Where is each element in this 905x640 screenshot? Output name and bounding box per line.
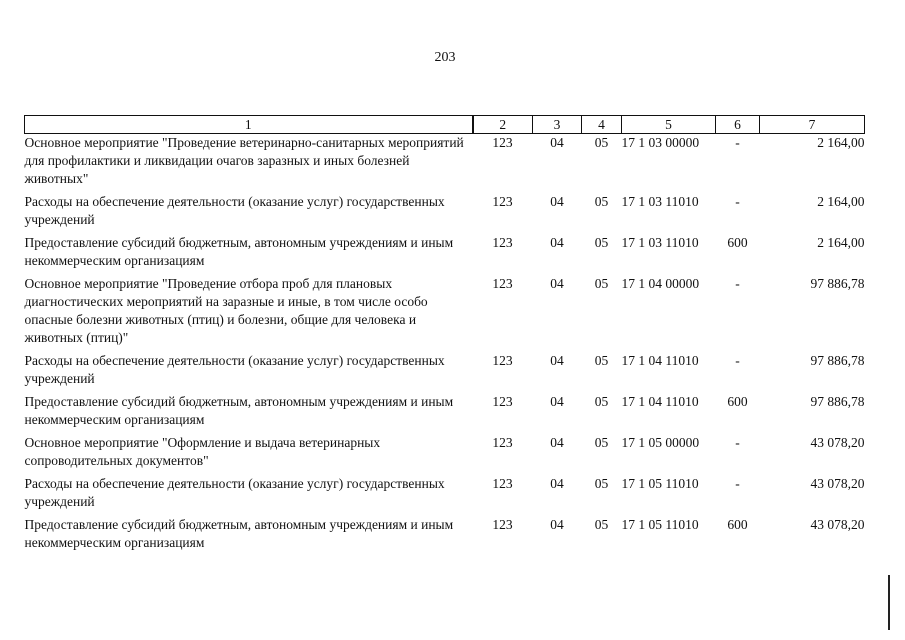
cell-code: 123 bbox=[492, 353, 513, 368]
cell-target-article: 17 1 04 00000 bbox=[621, 276, 700, 291]
cell-section: 04 bbox=[550, 276, 564, 291]
row-name: Основное мероприятие "Оформление и выдача ветеринарных сопроводительных документов" bbox=[24, 435, 381, 468]
table-row bbox=[25, 234, 865, 275]
cell-target-article: 17 1 05 11010 bbox=[621, 517, 699, 532]
column-header: 4 bbox=[582, 116, 622, 134]
column-header: 2 bbox=[473, 116, 533, 134]
page-number: 203 bbox=[434, 50, 456, 65]
table-row bbox=[25, 352, 865, 393]
cell-code: 123 bbox=[492, 135, 513, 150]
cell-code: 123 bbox=[492, 394, 513, 409]
cell-target-article: 17 1 04 11010 bbox=[621, 353, 699, 368]
row-name: Предоставление субсидий бюджетным, автономным учреждениям и иным некоммерческим организациям bbox=[24, 517, 454, 550]
cell-amount: 2 164,00 bbox=[817, 235, 865, 250]
cell-expense-type: - bbox=[735, 276, 740, 291]
row-name: Предоставление субсидий бюджетным, автономным учреждениям и иным некоммерческим организациям bbox=[24, 394, 454, 427]
margin-rule bbox=[888, 575, 890, 630]
cell-section: 04 bbox=[550, 353, 564, 368]
cell-code: 123 bbox=[492, 235, 513, 250]
cell-subsection: 05 bbox=[594, 135, 609, 150]
cell-section: 04 bbox=[550, 135, 564, 150]
column-header: 3 bbox=[533, 116, 582, 134]
cell-code: 123 bbox=[492, 194, 513, 209]
cell-amount: 2 164,00 bbox=[817, 194, 865, 209]
column-header: 6 bbox=[716, 116, 760, 134]
table-row bbox=[25, 393, 865, 434]
table-header-row bbox=[25, 116, 865, 134]
row-name: Основное мероприятие "Проведение ветеринарно-санитарных мероприятий для профилактики и ликвидации очагов заразных и иных болезней животных" bbox=[24, 135, 464, 186]
cell-target-article: 17 1 04 11010 bbox=[621, 394, 699, 409]
cell-expense-type: - bbox=[735, 135, 740, 150]
cell-expense-type: 600 bbox=[727, 235, 748, 250]
cell-expense-type: - bbox=[735, 353, 740, 368]
cell-target-article: 17 1 03 11010 bbox=[621, 235, 699, 250]
cell-amount: 97 886,78 bbox=[810, 394, 865, 409]
row-name: Предоставление субсидий бюджетным, автономным учреждениям и иным некоммерческим организациям bbox=[24, 235, 454, 268]
cell-subsection: 05 bbox=[594, 476, 609, 491]
row-name: Расходы на обеспечение деятельности (оказание услуг) государственных учреждений bbox=[24, 476, 445, 509]
cell-subsection: 05 bbox=[594, 435, 609, 450]
cell-subsection: 05 bbox=[594, 194, 609, 209]
cell-section: 04 bbox=[550, 517, 564, 532]
cell-expense-type: 600 bbox=[727, 517, 748, 532]
cell-amount: 43 078,20 bbox=[810, 517, 865, 532]
cell-amount: 97 886,78 bbox=[810, 276, 865, 291]
cell-subsection: 05 bbox=[594, 353, 609, 368]
table-row bbox=[25, 275, 865, 352]
cell-subsection: 05 bbox=[594, 276, 609, 291]
cell-section: 04 bbox=[550, 235, 564, 250]
row-name: Основное мероприятие "Проведение отбора проб для плановых диагностических мероприятий на заразные и иные, в том числе особо опасные болезни животных (птиц) и болезни, общие для человека и животных (птиц)" bbox=[24, 276, 428, 345]
cell-code: 123 bbox=[492, 435, 513, 450]
table-row bbox=[25, 193, 865, 234]
cell-amount: 97 886,78 bbox=[810, 353, 865, 368]
cell-subsection: 05 bbox=[594, 235, 609, 250]
cell-target-article: 17 1 05 00000 bbox=[621, 435, 700, 450]
cell-code: 123 bbox=[492, 517, 513, 532]
cell-amount: 43 078,20 bbox=[810, 476, 865, 491]
table-row bbox=[25, 516, 865, 553]
cell-section: 04 bbox=[550, 476, 564, 491]
cell-target-article: 17 1 05 11010 bbox=[621, 476, 699, 491]
row-name: Расходы на обеспечение деятельности (оказание услуг) государственных учреждений bbox=[24, 194, 445, 227]
cell-expense-type: - bbox=[735, 476, 740, 491]
cell-section: 04 bbox=[550, 394, 564, 409]
table-row bbox=[25, 475, 865, 516]
cell-amount: 2 164,00 bbox=[817, 135, 865, 150]
cell-section: 04 bbox=[550, 194, 564, 209]
row-name: Расходы на обеспечение деятельности (оказание услуг) государственных учреждений bbox=[24, 353, 445, 386]
cell-expense-type: 600 bbox=[727, 394, 748, 409]
column-header: 1 bbox=[25, 116, 473, 134]
cell-amount: 43 078,20 bbox=[810, 435, 865, 450]
cell-expense-type: - bbox=[735, 194, 740, 209]
table-row bbox=[25, 134, 865, 194]
cell-target-article: 17 1 03 11010 bbox=[621, 194, 699, 209]
cell-expense-type: - bbox=[735, 435, 740, 450]
cell-section: 04 bbox=[550, 435, 564, 450]
table-row bbox=[25, 434, 865, 475]
column-header: 5 bbox=[622, 116, 716, 134]
cell-subsection: 05 bbox=[594, 517, 609, 532]
budget-table bbox=[24, 115, 865, 553]
cell-subsection: 05 bbox=[594, 394, 609, 409]
cell-target-article: 17 1 03 00000 bbox=[621, 135, 700, 150]
cell-code: 123 bbox=[492, 276, 513, 291]
cell-code: 123 bbox=[492, 476, 513, 491]
column-header: 7 bbox=[760, 116, 865, 134]
